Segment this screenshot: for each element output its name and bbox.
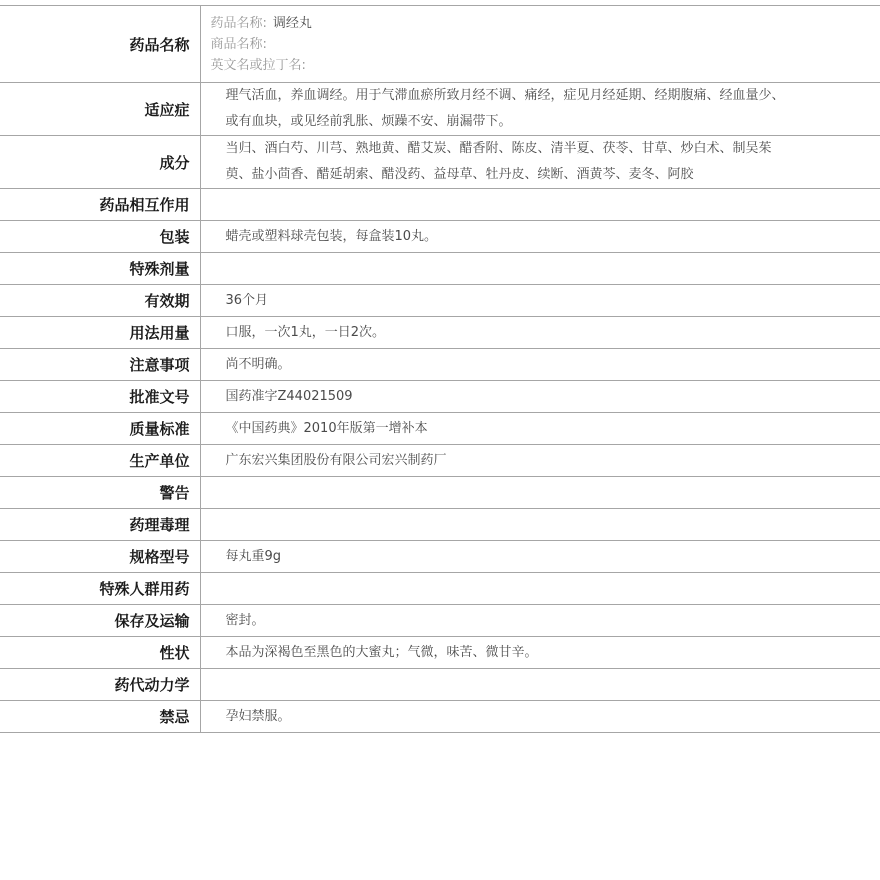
row-label: 用法用量 [0,317,200,349]
row-label: 警告 [0,477,200,509]
row-value [200,509,880,541]
row-value: 每丸重9g [200,541,880,573]
row-quality-standard [0,413,880,445]
drug-spec-table [0,5,880,733]
row-label: 禁忌 [0,701,200,733]
row-special-populations [0,573,880,605]
generic-name-label: 药品名称: [210,15,267,31]
row-value: 蜡壳或塑料球壳包装，每盒装10丸。 [200,221,880,253]
row-interactions [0,189,880,221]
row-ingredients [0,136,880,189]
row-value: 理气活血，养血调经。用于气滞血瘀所致月经不调、痛经，症见月经延期、经期腹痛、经血量少、或有血块，或见经前乳胀、烦躁不安、崩漏带下。 [200,83,880,136]
row-value: 本品为深褐色至黑色的大蜜丸；气微，味苦、微甘辛。 [200,637,880,669]
row-value: 尚不明确。 [200,349,880,381]
english-name-line [211,55,791,76]
row-label: 生产单位 [0,445,200,477]
row-value: 密封。 [200,605,880,637]
row-label: 药品名称 [0,6,200,83]
row-label: 有效期 [0,285,200,317]
row-value: 当归、酒白芍、川芎、熟地黄、醋艾炭、醋香附、陈皮、清半夏、茯苓、甘草、炒白术、制吴茱萸、盐小茴香、醋延胡索、醋没药、益母草、牡丹皮、续断、酒黄芩、麦冬、阿胶 [200,136,880,189]
row-value: 广东宏兴集团股份有限公司宏兴制药厂 [200,445,880,477]
row-contraindications [0,701,880,733]
row-label: 保存及运输 [0,605,200,637]
trade-name-label: 商品名称: [210,36,267,52]
row-pharmacokinetics [0,669,880,701]
row-value [200,253,880,285]
row-storage [0,605,880,637]
row-manufacturer [0,445,880,477]
row-pharmacology [0,509,880,541]
row-special-dosage [0,253,880,285]
row-value [200,189,880,221]
row-indications [0,83,880,136]
english-name-label: 英文名或拉丁名: [210,57,306,73]
row-approval-number [0,381,880,413]
generic-name-value: 调经丸 [272,15,312,31]
row-value: 国药准字Z44021509 [200,381,880,413]
trade-name-line [211,34,791,55]
row-label: 特殊剂量 [0,253,200,285]
row-label: 注意事项 [0,349,200,381]
row-drug-names [0,6,880,83]
row-label: 药理毒理 [0,509,200,541]
row-value: 口服，一次1丸，一日2次。 [200,317,880,349]
row-label: 药品相互作用 [0,189,200,221]
row-usage [0,317,880,349]
row-warning [0,477,880,509]
row-label: 性状 [0,637,200,669]
row-label: 包装 [0,221,200,253]
row-value [200,573,880,605]
row-description [0,637,880,669]
generic-name-line [211,13,791,34]
row-label: 药代动力学 [0,669,200,701]
row-label: 适应症 [0,83,200,136]
row-label: 特殊人群用药 [0,573,200,605]
row-packaging [0,221,880,253]
row-shelf-life [0,285,880,317]
row-value: 孕妇禁服。 [200,701,880,733]
row-label: 质量标准 [0,413,200,445]
row-specification [0,541,880,573]
row-value: 《中国药典》2010年版第一增补本 [200,413,880,445]
row-precautions [0,349,880,381]
row-value: 36个月 [200,285,880,317]
row-value [200,669,880,701]
row-label: 规格型号 [0,541,200,573]
row-label: 批准文号 [0,381,200,413]
row-value [200,477,880,509]
row-label: 成分 [0,136,200,189]
drug-names-cell [200,6,880,83]
